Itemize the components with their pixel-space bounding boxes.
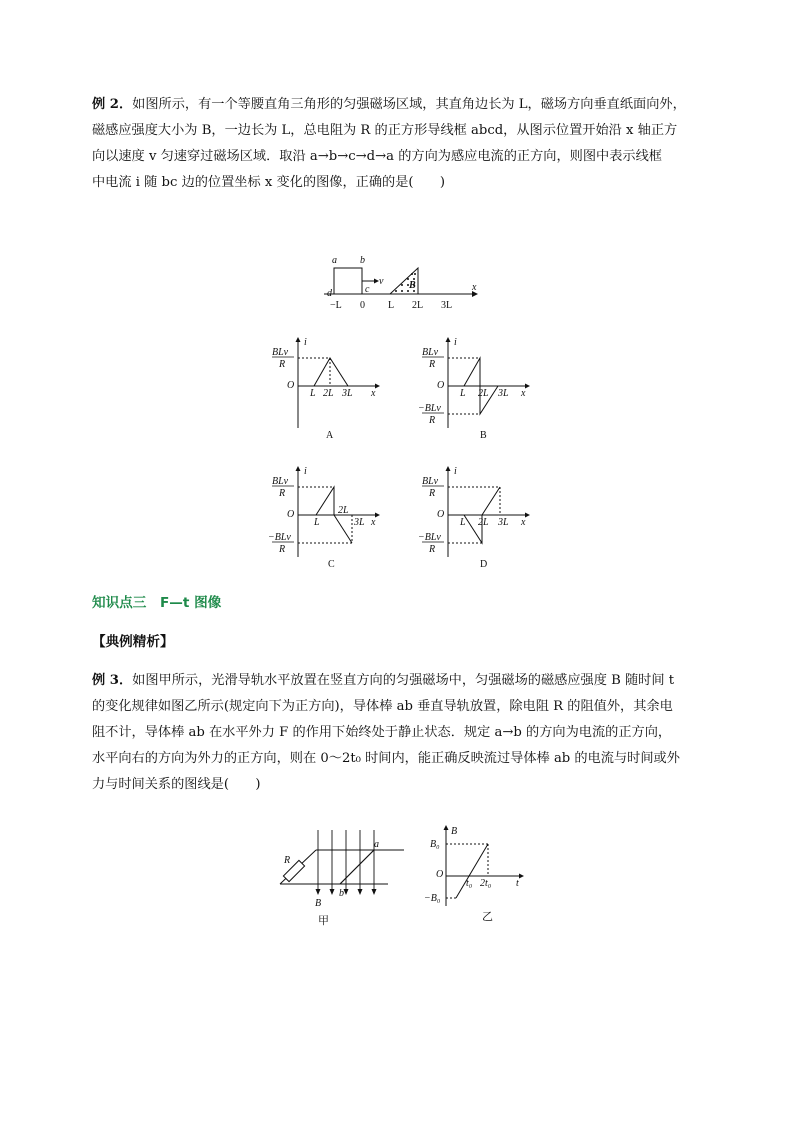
option-label-a: A <box>326 430 334 441</box>
tick-3L: 3L <box>498 517 509 528</box>
tick-L: L <box>310 388 316 399</box>
r-bottom-neg: R <box>429 415 436 426</box>
square-loop <box>334 268 362 294</box>
label-c: c <box>365 284 370 295</box>
blv-top: BLv <box>422 347 439 358</box>
setup-figure <box>320 250 490 314</box>
figure-yi <box>424 822 534 930</box>
option-graph-d <box>418 463 538 571</box>
axis-i: i <box>304 337 307 348</box>
tick-2t0: 2t₀ <box>480 878 492 889</box>
blv-top: BLv <box>272 476 289 487</box>
example-2-line-2: 磁感应强度大小为 B，一边长为 L，总电阻为 R 的正方形导线框 abcd，从图示位置开始沿 x 轴正方 <box>92 123 678 138</box>
axis-B: B <box>451 826 458 837</box>
tick-L: L <box>388 300 395 311</box>
example-3-label: 例 3． <box>92 673 133 688</box>
origin: O <box>436 869 444 880</box>
tick-t0: t₀ <box>466 878 473 889</box>
label-B: B <box>315 898 322 909</box>
neg-blv-top: −BLv <box>268 532 291 543</box>
tick-2L: 2L <box>323 388 334 399</box>
current-curve <box>314 358 348 386</box>
tick-3L: 3L <box>354 517 365 528</box>
origin: O <box>287 509 295 520</box>
caption-jia: 甲 <box>318 915 329 927</box>
rod-ab <box>340 850 374 884</box>
label-a: a <box>374 839 379 850</box>
figure-jia <box>276 826 410 930</box>
r-bottom-neg: R <box>279 544 286 555</box>
example-2-line-3: 向以速度 v 匀速穿过磁场区域．取沿 a→b→c→d→a 的方向为感应电流的正方向，则图中表示线框 <box>92 149 662 164</box>
example-3-line-5: 力与时间关系的图线是( ) <box>92 777 261 792</box>
knowledge-point-title: 知识点三 F—t 图像 <box>92 595 222 611</box>
axis-i: i <box>454 337 457 348</box>
origin: O <box>287 380 295 391</box>
axis-i: i <box>304 466 307 477</box>
r-bottom: R <box>279 359 286 370</box>
example-3-text <box>92 668 722 798</box>
field-arrows <box>316 889 377 895</box>
option-label-c: C <box>328 559 335 570</box>
example-2-label: 例 2． <box>92 97 133 112</box>
tick-L: L <box>460 388 466 399</box>
example-3-line-4: 水平向右的方向为外力的正方向，则在 0～2t₀ 时间内，能正确反映流过导体棒 ab 的电流与时间或外 <box>92 751 680 766</box>
tick-3L: 3L <box>441 300 453 311</box>
blv-top: BLv <box>272 347 289 358</box>
option-label-d: D <box>480 559 488 570</box>
tick-3L: 3L <box>498 388 509 399</box>
example-3-line-2: 的变化规律如图乙所示(规定向下为正方向)，导体棒 ab 垂直导轨放置，除电阻 R 的阻值外，其余电 <box>92 699 673 714</box>
label-b: b <box>360 255 365 266</box>
axis-x: x <box>521 388 526 399</box>
example-2-line-4: 中电流 i 随 bc 边的位置坐标 x 变化的图像，正确的是( ) <box>92 175 446 190</box>
label-R: R <box>284 855 291 866</box>
option-graph-a <box>268 334 388 442</box>
axis-x: x <box>371 517 376 528</box>
option-graph-c <box>268 463 388 571</box>
tick-2L: 2L <box>412 300 424 311</box>
section-title: 【典例精析】 <box>92 634 174 650</box>
r-bottom: R <box>279 488 286 499</box>
axis-t: t <box>516 878 519 889</box>
caption-yi: 乙 <box>482 911 493 923</box>
option-graph-b <box>418 334 538 442</box>
example-3-line-1: 例 3．如图甲所示，光滑导轨水平放置在竖直方向的匀强磁场中，匀强磁场的磁感应强度 B 随时间 t <box>92 673 675 688</box>
tick-0: 0 <box>360 300 365 311</box>
tick-b0: B₀ <box>430 839 440 850</box>
option-label-b: B <box>480 430 487 441</box>
tick-L: L <box>460 517 466 528</box>
example-2-line-1: 例 2．如图所示，有一个等腰直角三角形的匀强磁场区域，其直角边长为 L，磁场方向垂直纸面向外， <box>92 97 686 112</box>
tick-2L: 2L <box>478 517 489 528</box>
tick-L: L <box>314 517 320 528</box>
example-3-line-3: 阻不计，导体棒 ab 在水平外力 F 的作用下始终处于静止状态．规定 a→b 的方向为电流的正方向， <box>92 725 672 740</box>
neg-blv-top: −BLv <box>418 403 441 414</box>
r-bottom-neg: R <box>429 544 436 555</box>
origin: O <box>437 509 445 520</box>
field-lines <box>318 830 374 892</box>
label-d: d <box>327 288 332 299</box>
label-x: x <box>472 282 477 293</box>
r-bottom: R <box>429 488 436 499</box>
tick-2L: 2L <box>478 388 489 399</box>
tick-2L: 2L <box>338 505 349 516</box>
example-2-text <box>92 92 722 196</box>
blv-top: BLv <box>422 476 439 487</box>
axis-x: x <box>371 388 376 399</box>
neg-blv-top: −BLv <box>418 532 441 543</box>
r-bottom: R <box>429 359 436 370</box>
label-b: b <box>339 888 344 899</box>
label-v: v <box>379 276 384 287</box>
label-B: B <box>409 280 416 291</box>
label-a: a <box>332 255 337 266</box>
origin: O <box>437 380 445 391</box>
tick-neg-L: −L <box>330 300 342 311</box>
axis-i: i <box>454 466 457 477</box>
axis-x: x <box>521 517 526 528</box>
tick-neg-b0: −B₀ <box>424 893 441 904</box>
b-curve <box>456 844 488 898</box>
tick-3L: 3L <box>342 388 353 399</box>
